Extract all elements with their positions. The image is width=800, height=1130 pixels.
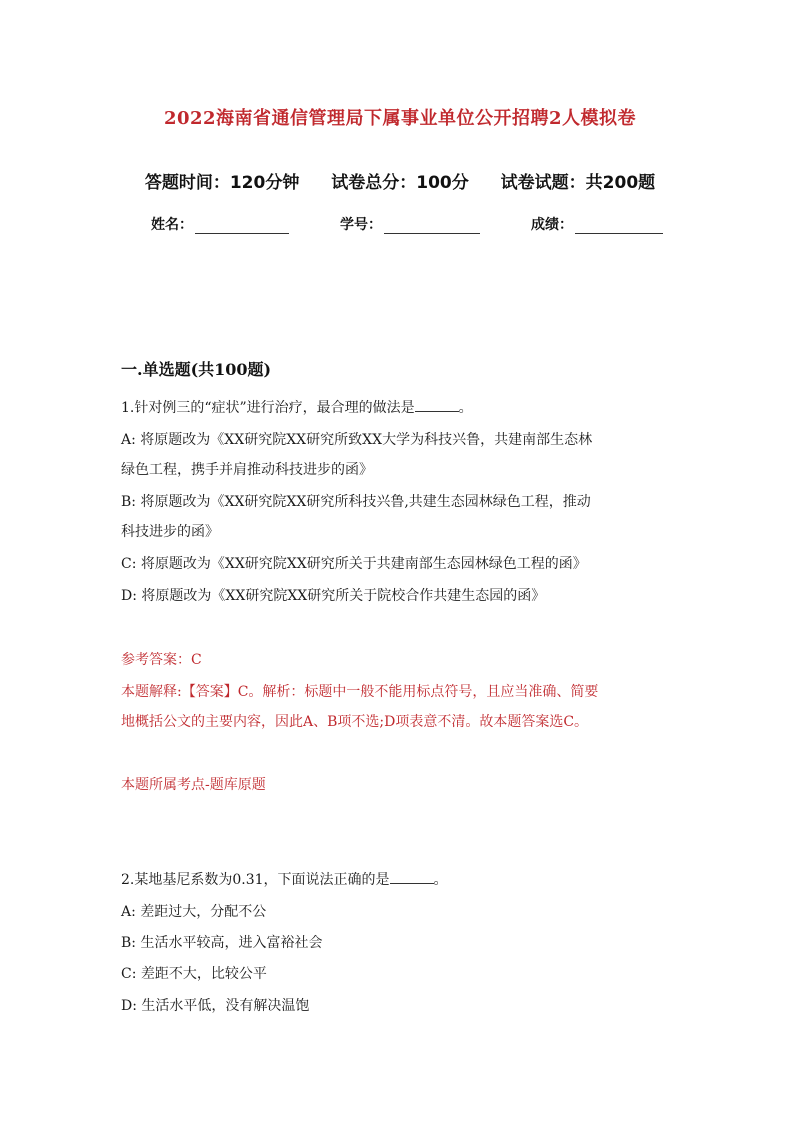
- question-2-option-b: B: 生活水平较高，进入富裕社会: [121, 935, 323, 951]
- answer-blank: [415, 399, 459, 412]
- student-id-field[interactable]: [340, 210, 480, 234]
- student-id-label: 学号：: [340, 217, 382, 233]
- question-1-topic: 本题所属考点-题库原题: [121, 777, 266, 793]
- question-count: 试卷试题：共200题: [500, 173, 656, 193]
- total-score: 试卷总分：100分: [331, 173, 469, 193]
- question-1-stem: 1.针对例三的“症状”进行治疗，最合理的做法是 。: [121, 400, 473, 416]
- section-title: 一.单选题(共100题): [121, 360, 272, 379]
- exam-time: 答题时间：120分钟: [144, 173, 300, 193]
- exam-title: 2022海南省通信管理局下属事业单位公开招聘2人模拟卷: [163, 108, 637, 129]
- question-1-option-d: D: 将原题改为《XX研究院XX研究所关于院校合作共建生态园的函》: [121, 588, 546, 604]
- score-label: 成绩：: [531, 217, 573, 233]
- name-blank[interactable]: [195, 217, 289, 234]
- question-1-option-c: C: 将原题改为《XX研究院XX研究所关于共建南部生态园林绿色工程的函》: [121, 556, 587, 572]
- score-field[interactable]: [531, 210, 663, 234]
- question-1-option-b-cont: 科技进步的函》: [121, 524, 219, 540]
- question-1-option-a-cont: 绿色工程，携手并肩推动科技进步的函》: [121, 462, 373, 478]
- exam-meta: [0, 168, 800, 193]
- question-1-option-a: A: 将原题改为《XX研究院XX研究所致XX大学为科技兴鲁，共建南部生态林: [121, 432, 593, 448]
- question-1-answer: 参考答案：C: [121, 652, 202, 668]
- answer-blank: [390, 871, 434, 884]
- question-1-option-b: B: 将原题改为《XX研究院XX研究所科技兴鲁,共建生态园林绿色工程，推动: [121, 494, 591, 510]
- question-1-explanation: 本题解释:【答案】C。解析：标题中一般不能用标点符号，且应当准确、简要: [121, 684, 599, 700]
- name-label: 姓名：: [151, 217, 193, 233]
- student-id-blank[interactable]: [384, 217, 480, 234]
- question-2-stem: 2.某地基尼系数为0.31，下面说法正确的是 。: [121, 872, 448, 888]
- question-1-explanation-cont: 地概括公文的主要内容，因此A、B项不选;D项表意不清。故本题答案选C。: [121, 714, 589, 730]
- question-2-option-d: D: 生活水平低，没有解决温饱: [121, 998, 310, 1014]
- score-blank[interactable]: [575, 217, 663, 234]
- question-2-option-c: C: 差距不大，比较公平: [121, 966, 267, 982]
- question-2-option-a: A: 差距过大，分配不公: [121, 904, 267, 920]
- name-field[interactable]: [151, 210, 289, 234]
